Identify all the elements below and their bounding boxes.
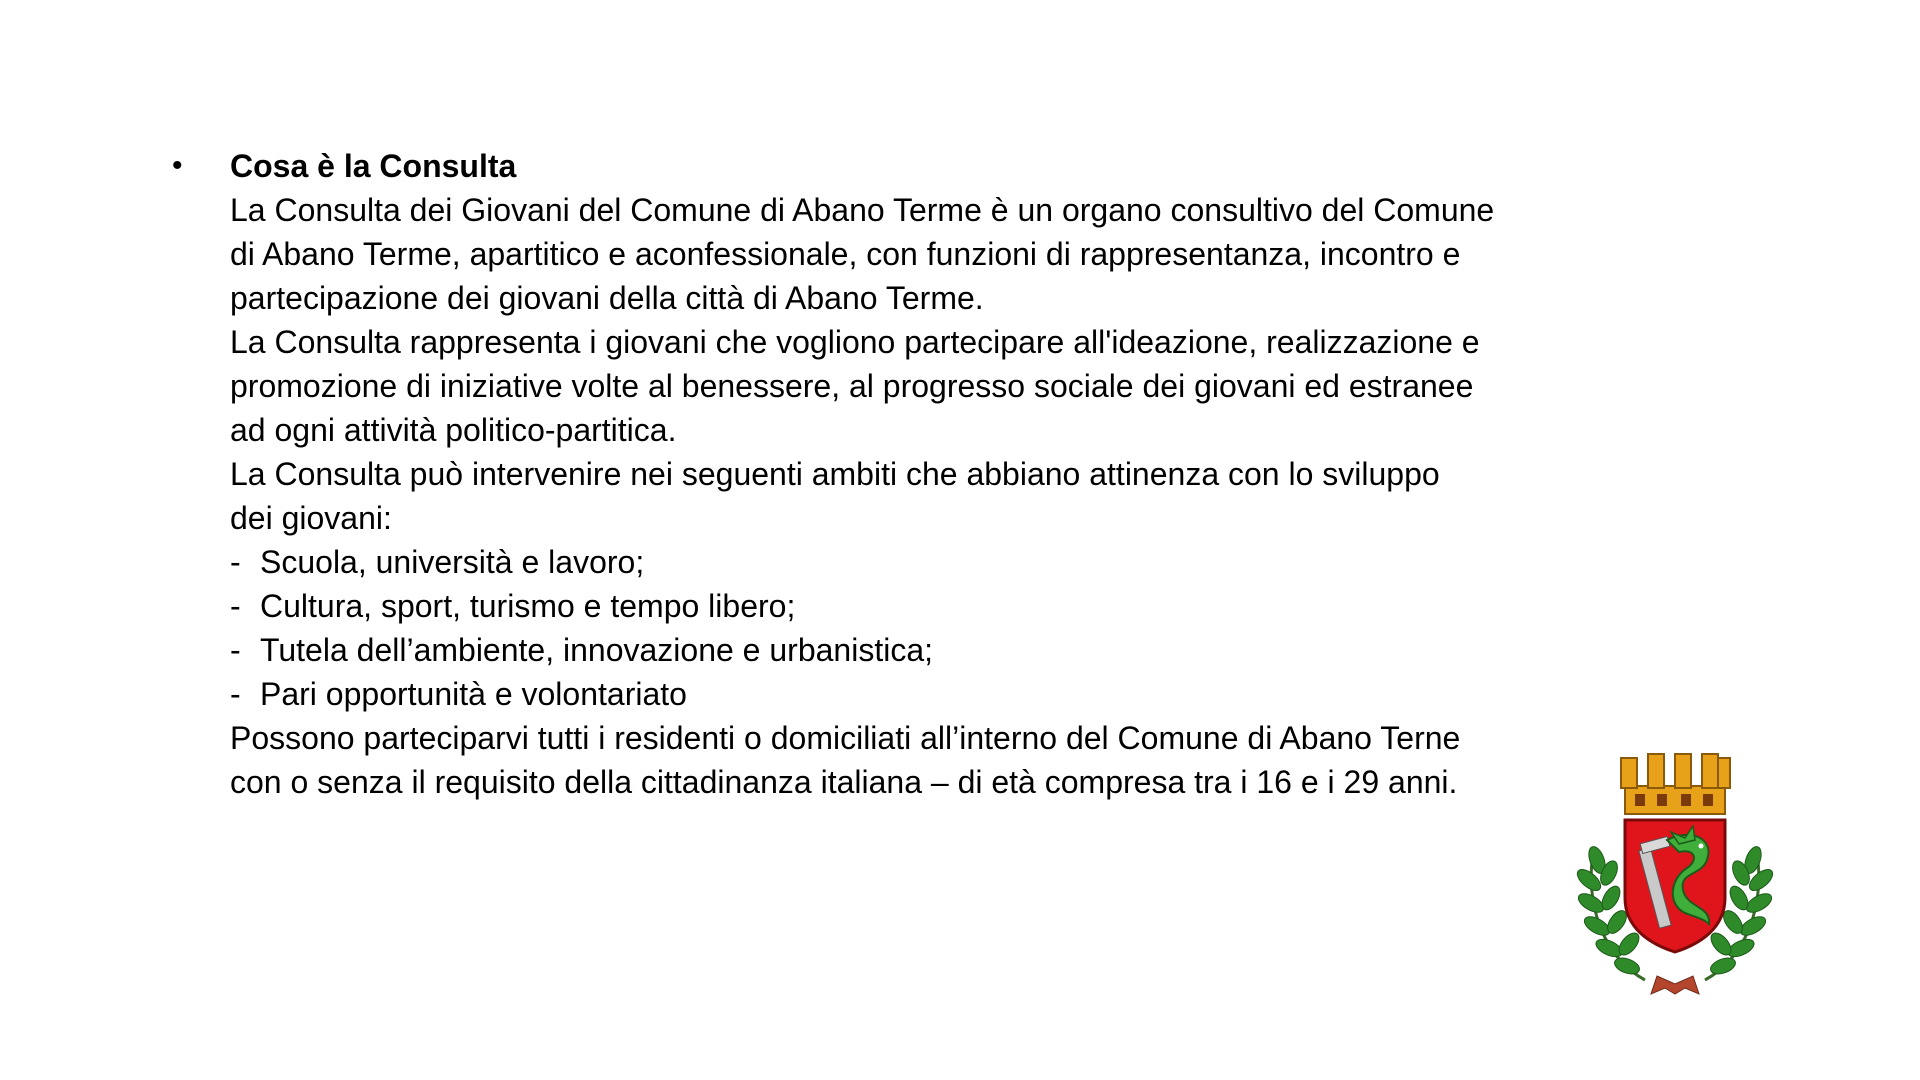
list-dash: - [230,544,241,580]
coat-of-arms-icon [1575,748,1775,998]
list-item-text: Tutela dell’ambiente, innovazione e urbanistica; [260,632,933,668]
list-item [230,628,1730,672]
paragraph-line: promozione di iniziative volte al benessere, al progresso sociale dei giovani ed estranee [230,368,1474,404]
list-dash: - [230,588,241,624]
paragraph-line: partecipazione dei giovani della città di Abano Terme. [230,280,984,316]
paragraph-line: con o senza il requisito della cittadinanza italiana – di età compresa tra i 16 e i 29 anni. [230,764,1458,800]
paragraph-line: dei giovani: [230,500,392,536]
paragraph-line: La Consulta dei Giovani del Comune di Abano Terme è un organo consultivo del Comune [230,192,1495,228]
list-dash: - [230,676,241,712]
paragraph-line: di Abano Terme, apartitico e aconfessionale, con funzioni di rappresentanza, incontro e [230,236,1461,272]
bullet-point: • [172,149,183,182]
paragraph-line: ad ogni attività politico-partitica. [230,412,677,448]
paragraph-line: La Consulta può intervenire nei seguenti ambiti che abbiano attinenza con lo sviluppo [230,456,1440,492]
list-item [230,584,1730,628]
crown [1621,754,1730,814]
list-item [230,540,1730,584]
slide-content [230,144,1730,804]
list-item-text: Scuola, università e lavoro; [260,544,645,580]
shield [1625,820,1725,952]
paragraph-line: La Consulta rappresenta i giovani che vogliono partecipare all'ideazione, realizzazione e [230,324,1480,360]
slide-heading: Cosa è la Consulta [230,148,517,184]
list-dash: - [230,632,241,668]
list-item-text: Pari opportunità e volontariato [260,676,687,712]
list-item [230,672,1730,716]
paragraph-line: Possono parteciparvi tutti i residenti o domiciliati all’interno del Comune di Abano Terne [230,720,1461,756]
list-item-text: Cultura, sport, turismo e tempo libero; [260,588,796,624]
